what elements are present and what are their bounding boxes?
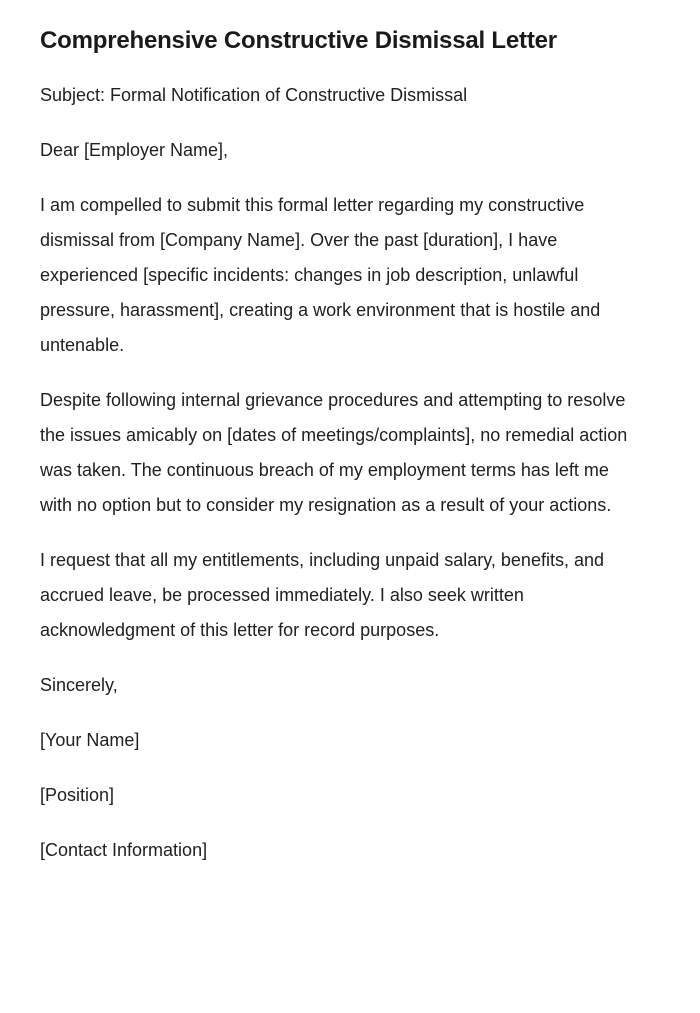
page-title: Comprehensive Constructive Dismissal Letter <box>40 27 557 54</box>
body-paragraph-2: Despite following internal grievance procedures and attempting to resolve the issues amicably on [dates of meetings/complaints], no remedial action was taken. The continuous breach of my employment terms has left me with no option but to consider my resignation as a result of your actions. <box>40 390 628 515</box>
signature-position-placeholder: [Position] <box>40 785 115 805</box>
closing: Sincerely, <box>40 675 118 695</box>
subject-line: Subject: Formal Notification of Constructive Dismissal <box>40 85 468 105</box>
body-paragraph-1: I am compelled to submit this formal letter regarding my constructive dismissal from [Company Name]. Over the past [duration], I have experienced [specific incidents: changes in job description, unlawful pressure, harassment], creating a work environment that is hostile and untenable. <box>40 195 601 355</box>
salutation: Dear [Employer Name], <box>40 140 229 160</box>
body-paragraph-3: I request that all my entitlements, including unpaid salary, benefits, and accrued leave, be processed immediately. I also seek written acknowledgment of this letter for record purposes. <box>40 550 604 640</box>
signature-contact-placeholder: [Contact Information] <box>40 840 208 860</box>
signature-name-placeholder: [Your Name] <box>40 730 140 750</box>
